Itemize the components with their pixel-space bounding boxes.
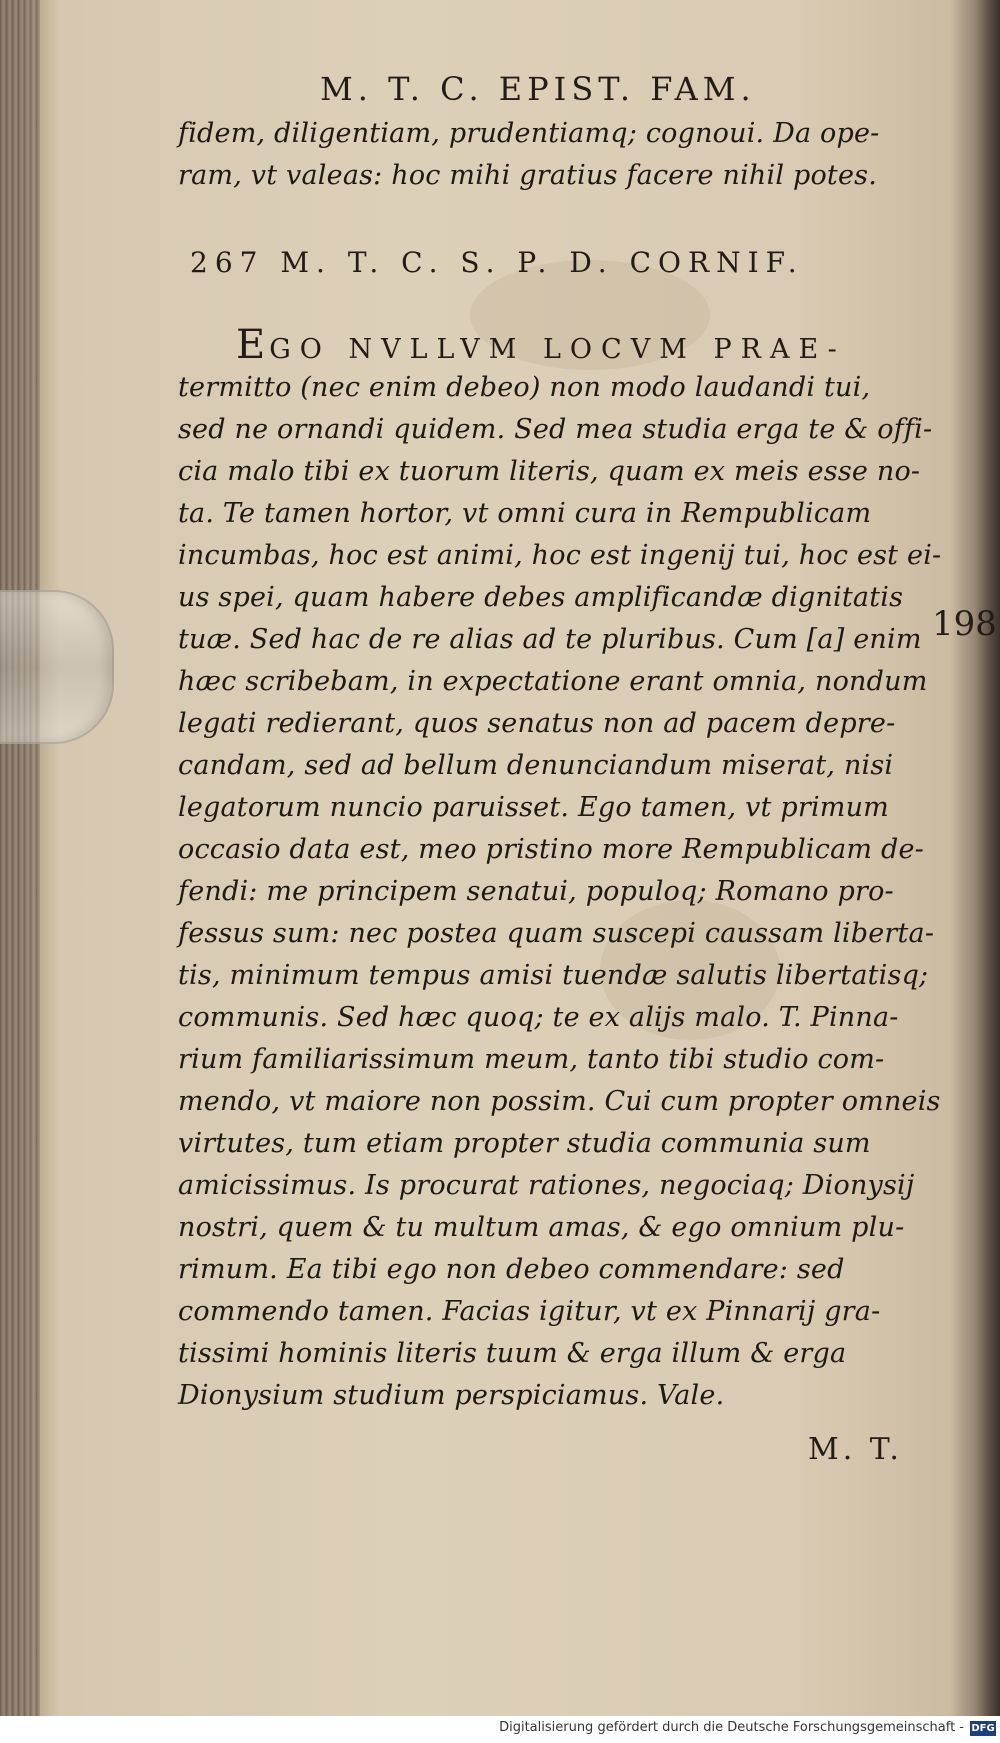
catchword: M. T. <box>808 1432 903 1467</box>
opening-words: GO NVLLVM LOCVM PRAE- <box>269 334 846 365</box>
body-line: nostri, quem & tu multum amas, & ego omnium plu- <box>178 1212 905 1243</box>
page-edge-left <box>0 0 40 1743</box>
body-line: communis. Sed hæc quoq; te ex alijs malo. T. Pinna- <box>178 1002 899 1033</box>
body-line: cia malo tibi ex tuorum literis, quam ex meis esse no- <box>178 456 921 487</box>
body-line: commendo tamen. Facias igitur, vt ex Pinnarij gra- <box>178 1296 881 1327</box>
digitization-notice: Digitalisierung gefördert durch die Deutsche Forschungsgemeinschaft - <box>499 1720 964 1735</box>
letter-opening <box>236 322 846 368</box>
digitization-footer <box>0 1716 1000 1743</box>
body-line: virtutes, tum etiam propter studia communia sum <box>178 1128 871 1159</box>
body-line: us spei, quam habere debes amplificandæ dignitatis <box>178 582 904 613</box>
body-line: amicissimus. Is procurat rationes, negociaq; Dionysij <box>178 1170 915 1201</box>
page-edge-right <box>974 0 1000 1743</box>
letter-heading: 267 M. T. C. S. P. D. CORNIF. <box>190 246 804 279</box>
body-line: mendo, vt maiore non possim. Cui cum propter omneis <box>178 1086 941 1117</box>
running-head: M. T. C. EPIST. FAM. <box>320 70 756 108</box>
body-line: fessus sum: nec postea quam suscepi caussam liberta- <box>178 918 935 949</box>
body-line: occasio data est, meo pristino more Rempublicam de- <box>178 834 924 865</box>
body-line: rium familiarissimum meum, tanto tibi studio com- <box>178 1044 885 1075</box>
book-clip <box>0 590 114 744</box>
body-line: legatorum nuncio paruisset. Ego tamen, vt primum <box>178 792 889 823</box>
opening-initial: E <box>236 322 270 368</box>
body-line: tissimi hominis literis tuum & erga illum & erga <box>178 1338 847 1369</box>
body-line: tis, minimum tempus amisi tuendæ salutis libertatisq; <box>178 960 929 991</box>
preceding-text-line: fidem, diligentiam, prudentiamq; cognoui. Da ope- <box>178 118 880 149</box>
body-line: fendi: me principem senatui, populoq; Romano pro- <box>178 876 894 907</box>
body-line: Dionysium studium perspiciamus. Vale. <box>178 1380 725 1411</box>
body-line: rimum. Ea tibi ego non debeo commendare: sed <box>178 1254 845 1285</box>
body-line: hæc scribebam, in expectatione erant omnia, nondum <box>178 666 928 697</box>
body-line: legati redierant, quos senatus non ad pacem depre- <box>178 708 896 739</box>
margin-page-number: 198 <box>932 604 997 644</box>
body-line: tuæ. Sed hac de re alias ad te pluribus. Cum [a] enim <box>178 624 922 655</box>
body-line: sed ne ornandi quidem. Sed mea studia erga te & offi- <box>178 414 933 445</box>
body-line: candam, sed ad bellum denunciandum miserat, nisi <box>178 750 894 781</box>
body-line: termitto (nec enim debeo) non modo laudandi tui, <box>178 372 871 403</box>
preceding-text-line: ram, vt valeas: hoc mihi gratius facere nihil potes. <box>178 160 877 191</box>
body-line: ta. Te tamen hortor, vt omni cura in Rempublicam <box>178 498 872 529</box>
body-line: incumbas, hoc est animi, hoc est ingenij tui, hoc est ei- <box>178 540 942 571</box>
dfg-logo-icon: DFG <box>971 1723 995 1734</box>
